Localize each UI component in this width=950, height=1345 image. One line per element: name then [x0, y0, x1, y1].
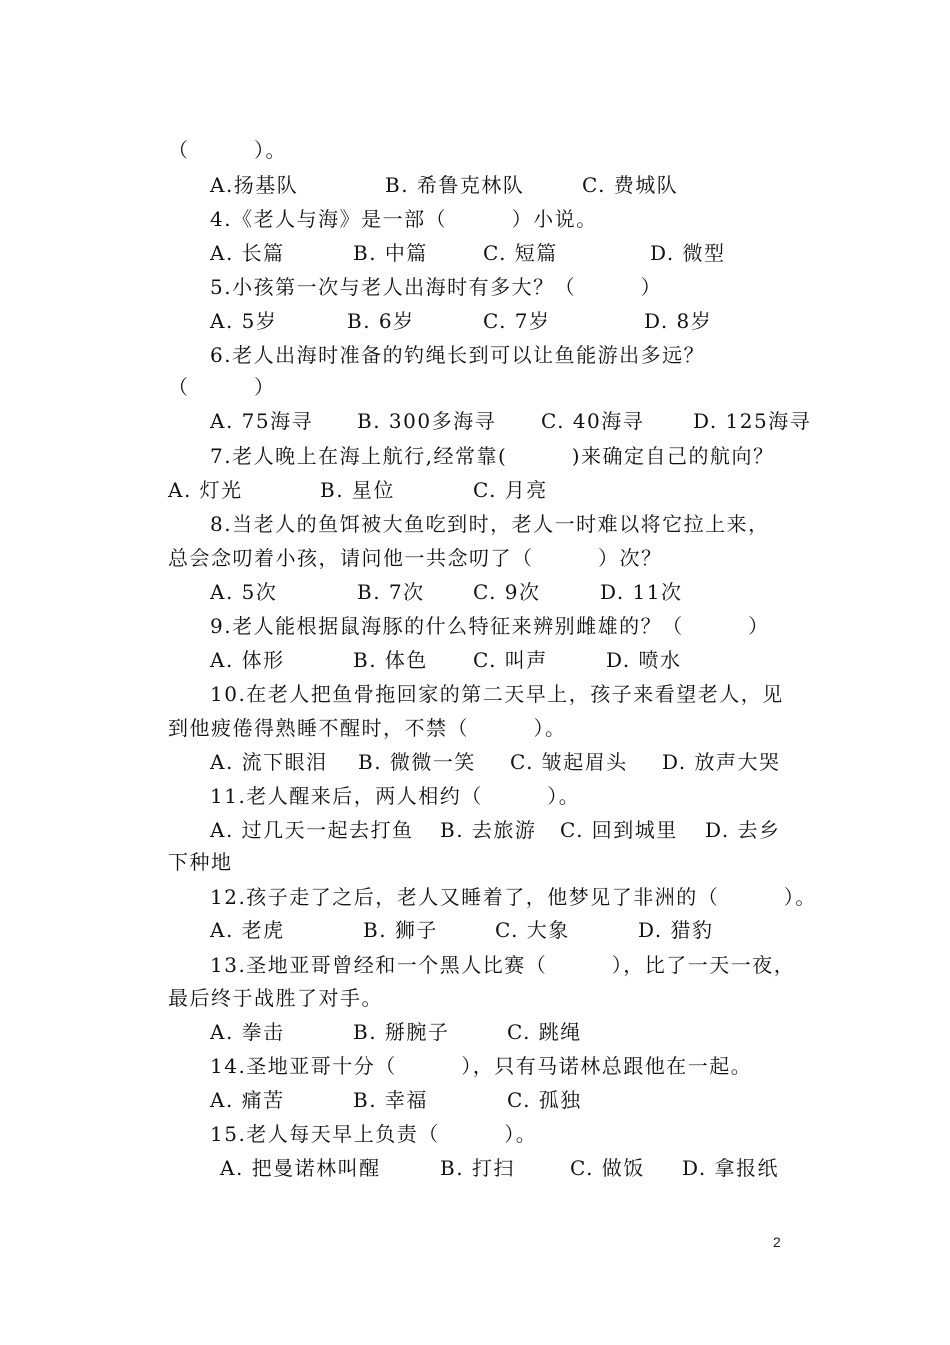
question-11: 11.老人醒来后，两人相约（ ）。: [210, 784, 581, 808]
option-a: A. 把曼诺林叫醒: [220, 1156, 381, 1180]
question-13-continued: 最后终于战胜了对手。: [168, 986, 383, 1010]
option-a: A. 75海寻: [210, 409, 314, 433]
question-4-options: [210, 236, 830, 270]
option-a: A. 长篇: [210, 241, 285, 265]
option-a: A. 5次: [210, 580, 278, 604]
question-6-blank: （ ）: [168, 375, 276, 399]
option-d: D. 微型: [650, 241, 726, 265]
option-c: C. 皱起眉头: [510, 750, 628, 774]
option-c: C. 9次: [473, 580, 541, 604]
option-b: B. 幸福: [353, 1088, 428, 1112]
option-b: B. 希鲁克林队: [385, 173, 525, 197]
question-11-options: [210, 813, 830, 847]
question-5: 5.小孩第一次与老人出海时有多大？（ ）: [210, 275, 663, 299]
option-b: B. 微微一笑: [358, 750, 476, 774]
option-b: B. 7次: [357, 580, 425, 604]
option-d: D. 去乡: [705, 818, 781, 842]
question-14-options: [210, 1083, 830, 1117]
option-d: D. 11次: [600, 580, 683, 604]
option-b: B. 掰腕子: [353, 1020, 450, 1044]
option-d: D. 猎豹: [638, 918, 714, 942]
option-c: C. 回到城里: [560, 818, 678, 842]
option-c: C. 跳绳: [507, 1020, 582, 1044]
question-6: 6.老人出海时准备的钓绳长到可以让鱼能游出多远？: [210, 343, 706, 367]
option-c: C. 叫声: [473, 648, 548, 672]
question-15-options: [220, 1151, 840, 1185]
option-c: C. 7岁: [483, 309, 551, 333]
question-10-options: [210, 745, 830, 779]
option-a: A. 流下眼泪: [210, 750, 328, 774]
question-7: 7.老人晚上在海上航行,经常靠( )来确定自己的航向？: [210, 444, 775, 468]
option-a: A. 5岁: [210, 309, 278, 333]
option-d: D. 8岁: [644, 309, 713, 333]
question-12: 12.孩子走了之后，老人又睡着了，他梦见了非洲的（ ）。: [210, 885, 817, 909]
option-c: C. 40海寻: [541, 409, 645, 433]
option-b: B. 300多海寻: [357, 409, 497, 433]
question-12-options: [210, 913, 830, 947]
question-10-continued: 到他疲倦得熟睡不醒时，不禁（ ）。: [168, 716, 567, 740]
question-13: 13.圣地亚哥曾经和一个黑人比赛（ ），比了一天一夜，: [210, 953, 796, 977]
question-9-options: [210, 643, 830, 677]
option-c: C. 月亮: [473, 478, 548, 502]
question-13-options: [210, 1015, 830, 1049]
question-8: 8.当老人的鱼饵被大鱼吃到时，老人一时难以将它拉上来，: [210, 512, 770, 536]
option-a: A. 痛苦: [210, 1088, 285, 1112]
option-b: B. 中篇: [353, 241, 428, 265]
option-a: A. 过几天一起去打鱼: [210, 818, 414, 842]
question-7-options: [168, 473, 788, 507]
question-4: 4.《老人与海》是一部（ ）小说。: [210, 207, 598, 231]
question-15: 15.老人每天早上负责（ ）。: [210, 1122, 538, 1146]
question-14: 14.圣地亚哥十分（ ），只有马诺林总跟他在一起。: [210, 1054, 753, 1078]
option-c: C. 大象: [495, 918, 570, 942]
question-8-options: [210, 575, 830, 609]
option-d: D. 拿报纸: [682, 1156, 780, 1180]
option-a: A.扬基队: [210, 173, 299, 197]
option-d: D. 125海寻: [693, 409, 812, 433]
question-5-options: [210, 304, 830, 338]
option-a: A. 拳击: [210, 1020, 285, 1044]
question-3-options: [210, 168, 830, 202]
option-a: A. 灯光: [168, 478, 243, 502]
question-6-options: [210, 404, 830, 438]
question-9: 9.老人能根据鼠海豚的什么特征来辨别雌雄的？（ ）: [210, 614, 770, 638]
option-b: B. 打扫: [440, 1156, 515, 1180]
question-11-option-d-continued: 下种地: [168, 850, 233, 874]
question-10: 10.在老人把鱼骨拖回家的第二天早上，孩子来看望老人，见: [210, 682, 784, 706]
option-a: A. 老虎: [210, 918, 285, 942]
option-b: B. 星位: [320, 478, 395, 502]
page-number: 2: [773, 1234, 781, 1250]
option-a: A. 体形: [210, 648, 285, 672]
option-b: B. 6岁: [347, 309, 415, 333]
question-8-continued: 总会念叨着小孩，请问他一共念叨了（ ）次？: [168, 546, 663, 570]
option-c: C. 费城队: [582, 173, 679, 197]
option-c: C. 孤独: [507, 1088, 582, 1112]
option-d: D. 放声大哭: [662, 750, 781, 774]
option-c: C. 做饭: [570, 1156, 645, 1180]
question-3-blank: （ ）。: [168, 138, 287, 162]
option-c: C. 短篇: [483, 241, 558, 265]
option-b: B. 体色: [353, 648, 428, 672]
option-b: B. 去旅游: [440, 818, 537, 842]
option-b: B. 狮子: [363, 918, 438, 942]
option-d: D. 喷水: [606, 648, 682, 672]
